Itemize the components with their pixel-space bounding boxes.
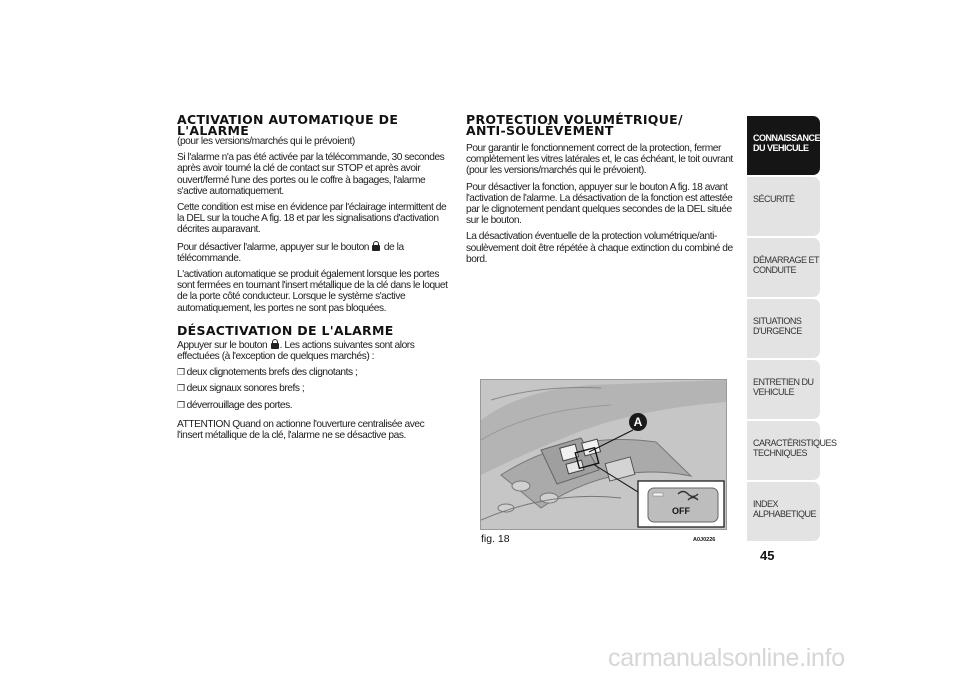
bullet-item: [177, 400, 452, 411]
bullet-item: [177, 383, 452, 394]
tab-label-line: DÉMARRAGE ET: [753, 255, 820, 265]
paragraph-activation-3: [177, 241, 452, 264]
paragraph-activation-1: Si l'alarme n'a pas été activée par la télécommande, 30 secondes après avoir tourné la clé de contact sur STOP et après avoir ouvert/fermé l'une des portes ou le coffre à bagages, l'alarme s'active automatiquement.: [177, 152, 445, 197]
tab-label-line: CONNAISSANCE: [753, 133, 821, 143]
section-title-deactivation: DÉSACTIVATION DE L'ALARME: [177, 322, 394, 338]
tab-situations-d-urgence[interactable]: [747, 299, 820, 358]
paragraph-part: . Les actions suivantes sont alors effectuées (à l'exception de quelques marchés) :: [177, 339, 415, 363]
tab-connaissance-du-vehicule[interactable]: [747, 116, 820, 175]
tab-label-line: SÉCURITÉ: [753, 194, 795, 204]
off-button-label: OFF: [672, 506, 690, 516]
right-column: [466, 114, 742, 270]
tab-entretien-du-vehicule[interactable]: [747, 360, 820, 419]
tab-label-line: DU VEHICULE: [753, 143, 809, 153]
subtitle-versions: (pour les versions/marchés qui le prévoient): [177, 136, 355, 147]
callout-a: A: [633, 415, 643, 429]
tab-label-line: SITUATIONS: [753, 316, 802, 326]
bullet-square-icon: ❒: [177, 399, 185, 410]
watermark: carmanualsonline.info: [608, 644, 845, 672]
lock-key-icon: [271, 339, 279, 349]
figure-caption: fig. 18: [481, 533, 510, 545]
paragraph-volumetric-2: Pour désactiver la fonction, appuyer sur le bouton A fig. 18 avant l'activation de l'alarme. La désactivation de la fonction est attestée par le clignotement pendant quelques secondes de la DEL située sur le bouton.: [466, 181, 733, 227]
left-column: [177, 114, 452, 446]
page-number: 45: [760, 548, 775, 563]
paragraph-part: Pour désactiver l'alarme, appuyer sur le bouton: [177, 241, 370, 253]
figure-code: A0J0226: [693, 537, 716, 543]
tab-index-alphabetique[interactable]: [747, 482, 820, 541]
tab-label-line: ENTRETIEN DU: [753, 377, 814, 387]
tab-label-line: VEHICULE: [753, 387, 795, 397]
chapter-tabs: [747, 116, 837, 543]
paragraph-volumetric-1: Pour garantir le fonctionnement correct de la protection, fermer complètement les vitres latérales et, le cas échéant, le toit ouvrant (pour les versions/marchés qui le prévoient).: [466, 143, 733, 177]
paragraph-part: Appuyer sur le bouton: [177, 339, 268, 351]
bullet-square-icon: ❒: [177, 383, 185, 394]
bullet-text: deux clignotements brefs des clignotants ;: [186, 367, 358, 379]
paragraph-deactivation-1: [177, 339, 452, 362]
tab-label-line: D'URGENCE: [753, 326, 802, 336]
bullet-square-icon: ❒: [177, 367, 185, 378]
tab-label-line: ALPHABETIQUE: [753, 509, 817, 519]
tab-securite[interactable]: [747, 177, 820, 236]
tab-caracteristiques-techniques[interactable]: [747, 421, 837, 480]
section-title-volumetric-2: ANTI-SOULÈVEMENT: [466, 123, 614, 138]
tab-label-line: TECHNIQUES: [753, 448, 808, 458]
paragraph-part: de la télécommande.: [177, 241, 404, 264]
paragraph-attention: ATTENTION Quand on actionne l'ouverture centralisée avec l'insert métallique de la clé, l'alarme ne se désactive pas.: [177, 418, 425, 442]
figure-18-illustration: [480, 379, 727, 530]
bullet-item: [177, 367, 452, 378]
paragraph-activation-4: L'activation automatique se produit également lorsque les portes sont fermées en tournant l'insert métallique de la clé dans le loquet de la porte côté conducteur. Lorsque le système s'active automatiquement, les portes ne sont pas bloquées.: [177, 269, 448, 314]
tab-demarrage-et-conduite[interactable]: [747, 238, 820, 297]
paragraph-activation-2: Cette condition est mise en évidence par l'éclairage intermittent de la DEL sur la touche A fig. 18 et par les signalisations d'activation décrites auparavant.: [177, 202, 447, 236]
section-title-volumetric-1: PROTECTION VOLUMÉTRIQUE/: [466, 112, 683, 127]
bullet-text: deux signaux sonores brefs ;: [186, 383, 305, 395]
tab-label-line: CONDUITE: [753, 265, 796, 275]
section-title-activation: ACTIVATION AUTOMATIQUE DE L'ALARME: [177, 112, 399, 138]
tab-label-line: CARACTÉRISTIQUES: [753, 438, 837, 448]
tab-label-line: INDEX: [753, 499, 779, 509]
lock-key-icon: [372, 241, 380, 251]
paragraph-volumetric-3: La désactivation éventuelle de la protection volumétrique/anti-soulèvement doit être répétée à chaque extinction du combiné de bord.: [466, 231, 733, 265]
bullet-text: déverrouillage des portes.: [186, 399, 293, 411]
